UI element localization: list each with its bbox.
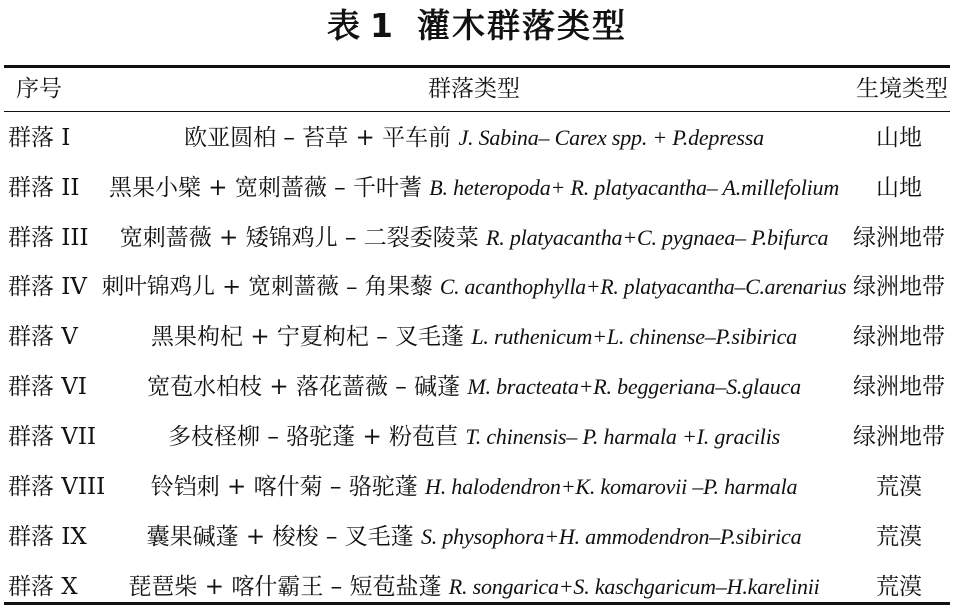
community-chinese-name: 黑果小檗 + 宽刺蔷薇 – 千叶蓍 [108, 175, 422, 201]
habitat-type: 荒漠 [876, 523, 922, 550]
table-row [4, 362, 950, 412]
community-latin-name: T. chinensis– P. harmala +I. gracilis [465, 424, 780, 449]
table-row [4, 562, 950, 612]
community-latin-name: L. ruthenicum+L. chinense–P.sibirica [471, 324, 797, 349]
community-chinese-name: 宽苞水柏枝 + 落花蔷薇 – 碱蓬 [147, 374, 461, 400]
community-latin-name: H. halodendron+K. komarovii –P. harmala [425, 474, 798, 499]
community-latin-name: J. Sabina– Carex spp. + P.depressa [458, 125, 764, 150]
community-latin-name: R. platyacantha+C. pygnaea– P.bifurca [486, 225, 829, 250]
table-row [4, 462, 950, 512]
community-type [100, 263, 848, 312]
community-chinese-name: 刺叶锦鸡儿 + 宽刺蔷薇 – 角果藜 [101, 274, 433, 300]
community-chinese-name: 琵琶柴 + 喀什霸王 – 短苞盐蓬 [128, 574, 442, 600]
table-title [0, 2, 954, 50]
community-latin-name: S. physophora+H. ammodendron–P.sibirica [420, 524, 802, 549]
community-chinese-name: 欧亚圆柏 – 苔草 + 平车前 [184, 125, 452, 151]
community-id: 群落 X [8, 573, 78, 600]
header-habitat-type: 生境类型 [856, 76, 948, 102]
habitat-type: 山地 [876, 174, 922, 201]
community-id: 群落 VII [8, 423, 97, 450]
habitat-type: 绿洲地带 [853, 423, 945, 450]
community-latin-name: B. heteropoda+ R. platyacantha– A.millefolium [429, 175, 840, 200]
community-chinese-name: 黑果枸杞 + 宁夏枸杞 – 叉毛蓬 [151, 324, 465, 350]
table-title-prefix: 表 [327, 6, 363, 45]
table-row [4, 111, 950, 163]
table-row [4, 312, 950, 362]
habitat-type: 山地 [876, 124, 922, 151]
table-header-row [4, 68, 950, 111]
community-id: 群落 V [8, 323, 78, 350]
table-row [4, 163, 950, 213]
community-id: 群落 VIII [8, 473, 106, 500]
community-id: 群落 IX [8, 523, 87, 550]
community-type [100, 412, 848, 462]
community-type [100, 462, 848, 512]
community-latin-name: C. acanthophylla+R. platyacantha–C.arenarius [439, 275, 847, 299]
table-row [4, 213, 950, 263]
community-id: 群落 III [8, 224, 89, 251]
community-latin-name: M. bracteata+R. beggeriana–S.glauca [467, 374, 801, 399]
community-type [100, 163, 848, 213]
community-latin-name: R. songarica+S. kaschgaricum–H.karelinii [448, 574, 820, 599]
community-type [100, 562, 848, 612]
community-chinese-name: 宽刺蔷薇 + 矮锦鸡儿 – 二裂委陵菜 [119, 225, 479, 251]
table-title-text: 灌木群落类型 [416, 6, 627, 45]
table-row [4, 412, 950, 462]
community-chinese-name: 囊果碱蓬 + 梭梭 – 叉毛蓬 [146, 524, 414, 550]
community-type [100, 312, 848, 362]
header-id: 序号 [16, 76, 62, 102]
table-row [4, 512, 950, 562]
header-community-type: 群落类型 [428, 76, 520, 102]
habitat-type: 荒漠 [876, 473, 922, 500]
community-id: 群落 VI [8, 373, 88, 400]
community-type [100, 111, 848, 163]
habitat-type: 绿洲地带 [853, 224, 945, 251]
community-id: 群落 II [8, 174, 80, 201]
table-body [4, 111, 950, 612]
community-chinese-name: 铃铛刺 + 喀什菊 – 骆驼蓬 [150, 474, 418, 500]
community-id: 群落 IV [8, 274, 88, 300]
shrub-community-table [4, 68, 950, 612]
community-type [100, 213, 848, 263]
community-id: 群落 I [8, 124, 71, 151]
community-type [100, 362, 848, 412]
community-chinese-name: 多枝柽柳 – 骆驼蓬 + 粉苞苣 [168, 424, 459, 450]
table-row [4, 263, 950, 312]
habitat-type: 荒漠 [876, 573, 922, 600]
community-type [100, 512, 848, 562]
table-title-number: 1 [370, 6, 395, 45]
habitat-type: 绿洲地带 [853, 274, 945, 300]
habitat-type: 绿洲地带 [853, 373, 945, 400]
habitat-type: 绿洲地带 [853, 323, 945, 350]
